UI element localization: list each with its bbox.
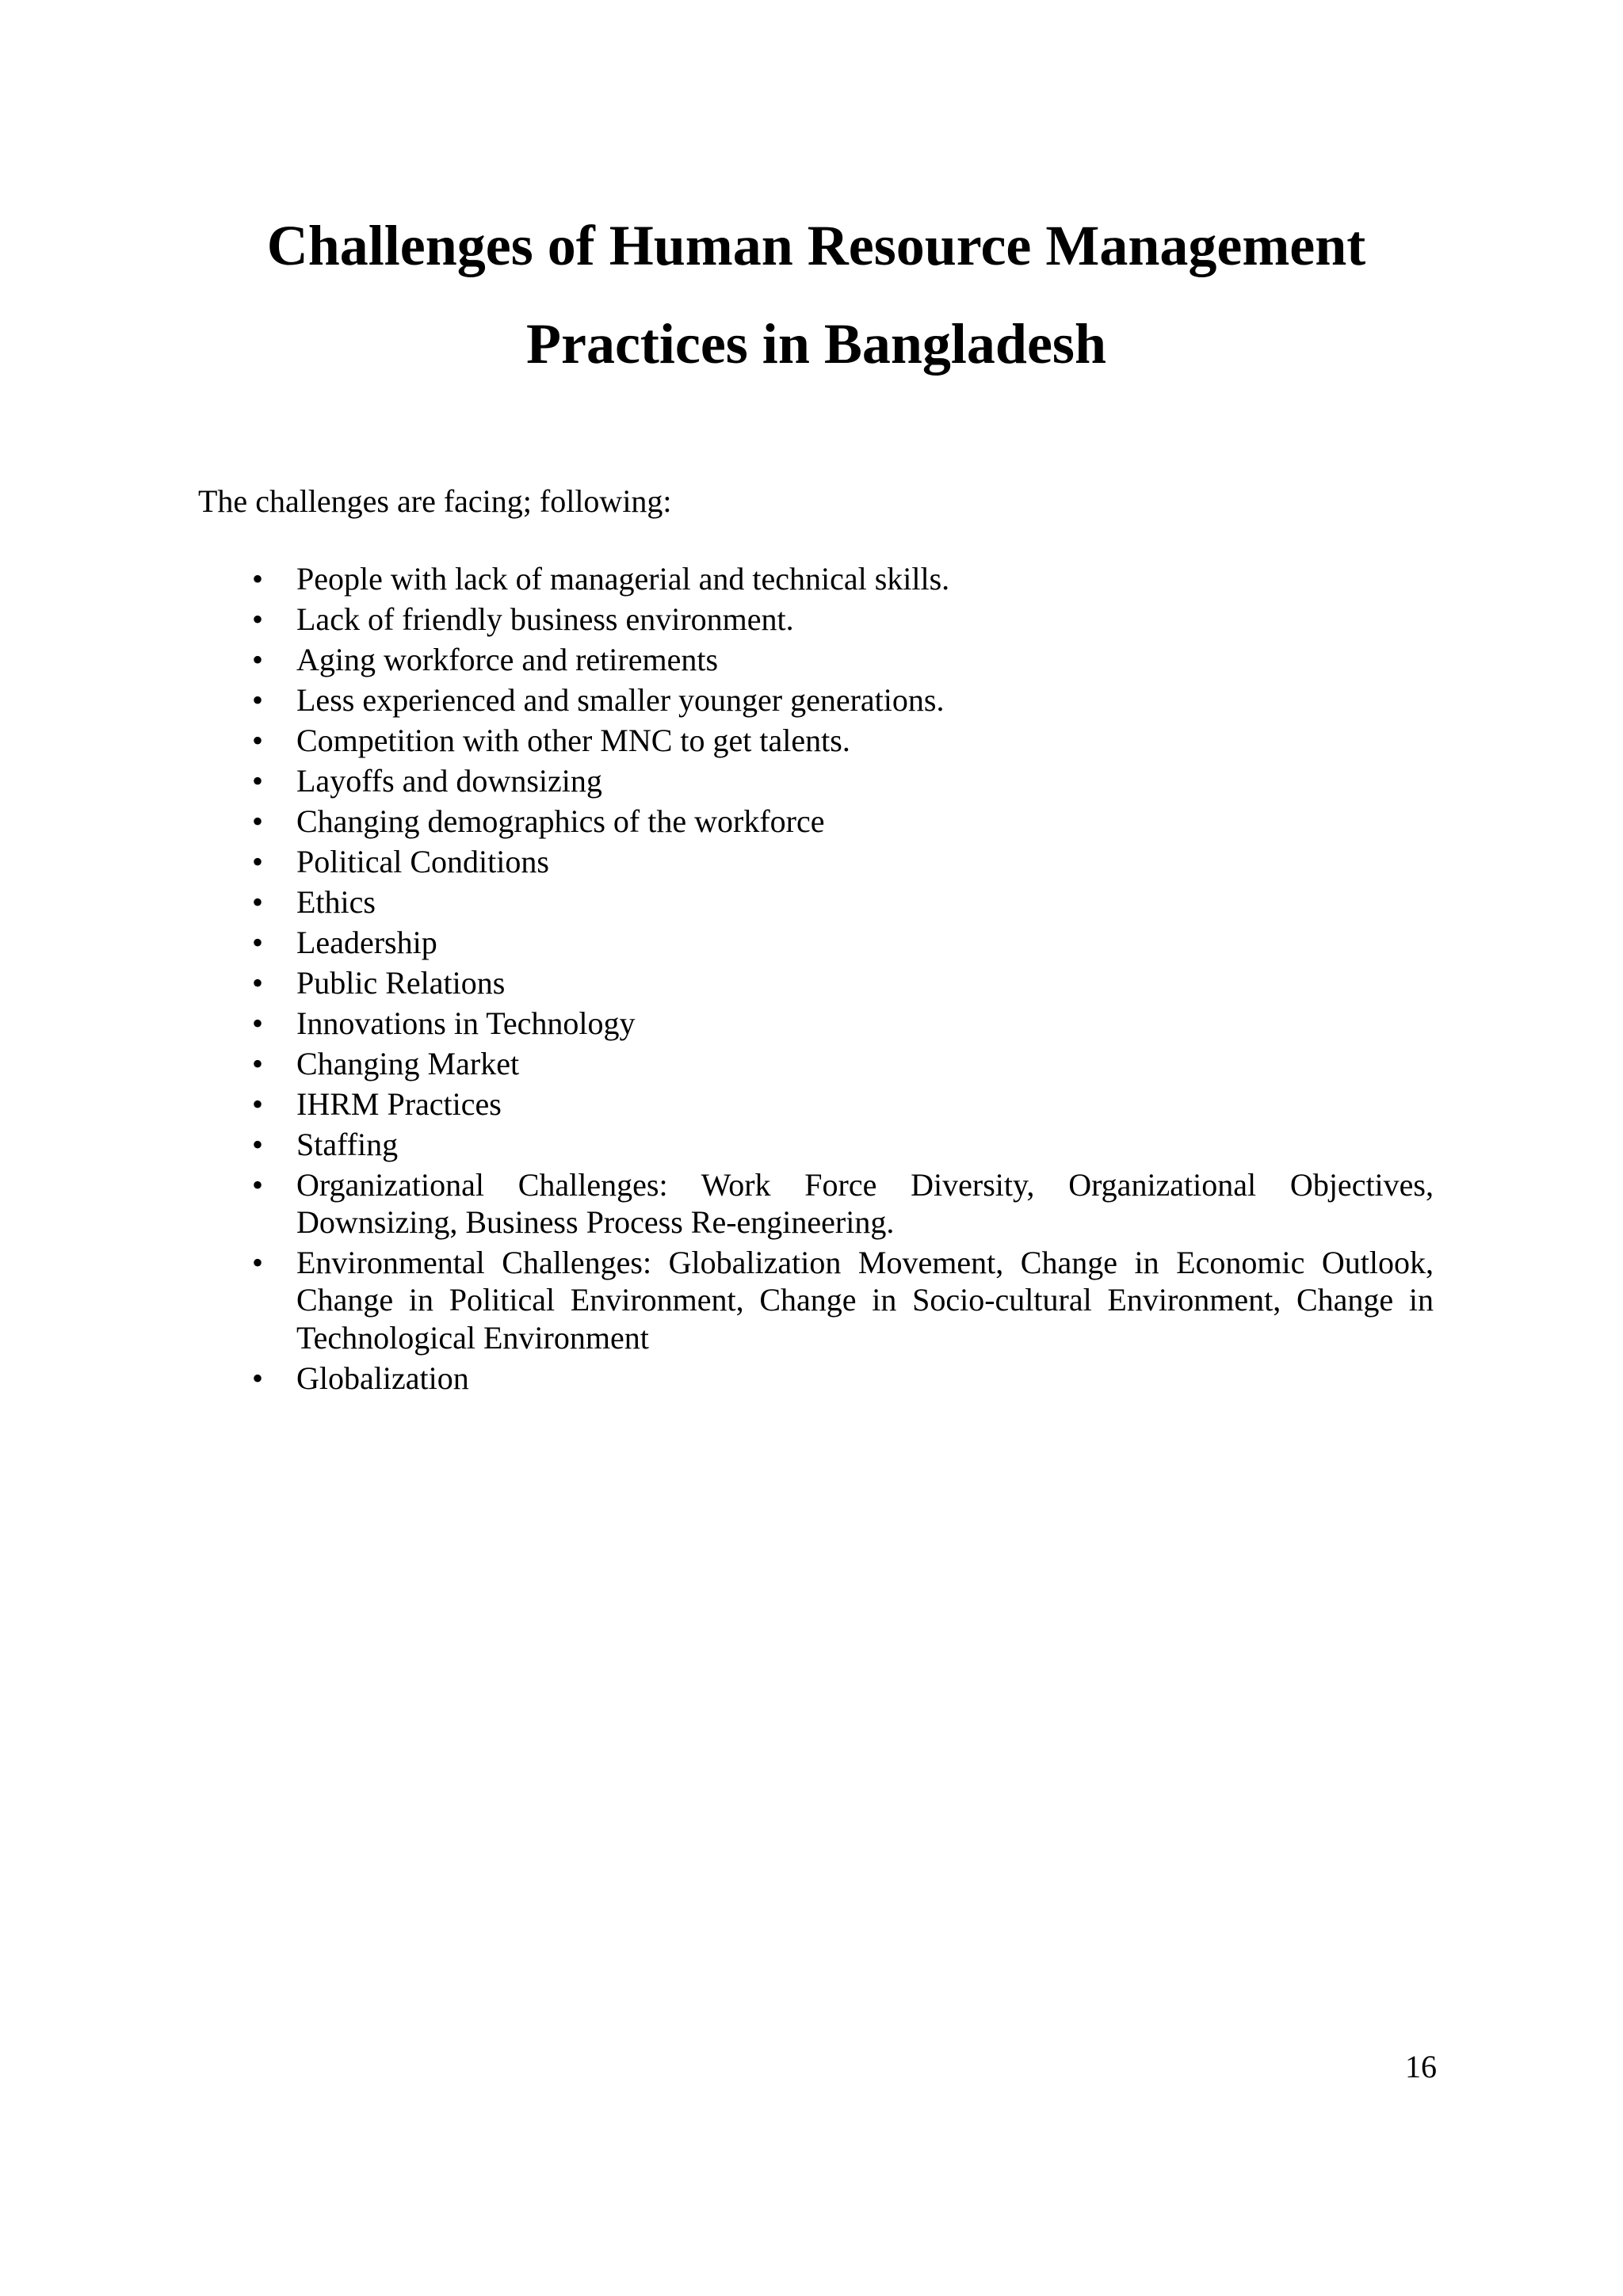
challenge-list (246, 560, 1434, 1400)
list-item (246, 964, 1434, 1001)
list-item (246, 1166, 1434, 1241)
list-item (246, 843, 1434, 880)
bullet-icon: • (251, 601, 263, 637)
list-item (246, 924, 1434, 961)
list-item-text: Layoffs and downsizing (296, 762, 602, 799)
list-item-text: Leadership (296, 924, 437, 960)
bullet-icon: • (251, 803, 263, 839)
bullet-icon: • (251, 1245, 263, 1281)
list-item (246, 560, 1434, 597)
bullet-icon: • (251, 681, 263, 718)
list-item-text: Competition with other MNC to get talents. (296, 722, 850, 758)
list-item-text: Innovations in Technology (296, 1005, 636, 1041)
list-item (246, 803, 1434, 840)
bullet-icon: • (251, 1045, 263, 1081)
bullet-icon: • (251, 1360, 263, 1396)
list-item-text: Globalization (296, 1360, 469, 1396)
list-item-text: Less experienced and smaller younger generations. (296, 681, 945, 718)
list-item-text: Organizational Challenges: Work Force Diversity, Organizational Objectives, Downsizing, Business Process Re-engineering. (296, 1166, 1434, 1241)
bullet-icon: • (251, 722, 263, 758)
list-item (246, 1244, 1434, 1356)
bullet-icon: • (251, 964, 263, 1001)
bullet-icon: • (251, 1085, 263, 1122)
list-item-text: Changing Market (296, 1045, 520, 1081)
bullet-icon: • (251, 561, 263, 597)
list-item-text: IHRM Practices (296, 1085, 502, 1122)
page-title (182, 196, 1450, 393)
list-item-text: Changing demographics of the workforce (296, 803, 825, 839)
list-item-text: Staffing (296, 1126, 399, 1162)
list-item (246, 601, 1434, 638)
list-item (246, 762, 1434, 799)
bullet-icon: • (251, 924, 263, 960)
list-item (246, 1126, 1434, 1163)
list-item (246, 1360, 1434, 1397)
list-item-text: Political Conditions (296, 843, 549, 879)
bullet-icon: • (251, 843, 263, 879)
list-item (246, 722, 1434, 759)
intro-text: The challenges are facing; following: (198, 483, 672, 519)
list-item (246, 641, 1434, 678)
list-item (246, 1005, 1434, 1042)
bullet-icon: • (251, 1166, 263, 1203)
list-item-text: People with lack of managerial and technical skills. (296, 561, 950, 597)
page-title-line-2: Practices in Bangladesh (526, 312, 1106, 376)
list-item-text: Public Relations (296, 964, 506, 1001)
bullet-icon: • (251, 641, 263, 677)
bullet-icon: • (251, 1005, 263, 1041)
list-item (246, 1045, 1434, 1082)
list-item-text: Aging workforce and retirements (296, 641, 719, 677)
bullet-icon: • (251, 883, 263, 920)
bullet-icon: • (251, 762, 263, 799)
list-item-text: Environmental Challenges: Globalization Movement, Change in Economic Outlook, Change in Political Environment, Change in Socio-cultural Environment, Change in Technological Environment (296, 1245, 1434, 1356)
page-title-line-1: Challenges of Human Resource Management (266, 214, 1366, 277)
list-item (246, 1085, 1434, 1123)
page-number: 16 (1405, 2049, 1437, 2084)
bullet-icon: • (251, 1126, 263, 1162)
list-item-text: Ethics (296, 883, 376, 920)
list-item-text: Lack of friendly business environment. (296, 601, 794, 637)
list-item (246, 681, 1434, 719)
list-item (246, 883, 1434, 921)
